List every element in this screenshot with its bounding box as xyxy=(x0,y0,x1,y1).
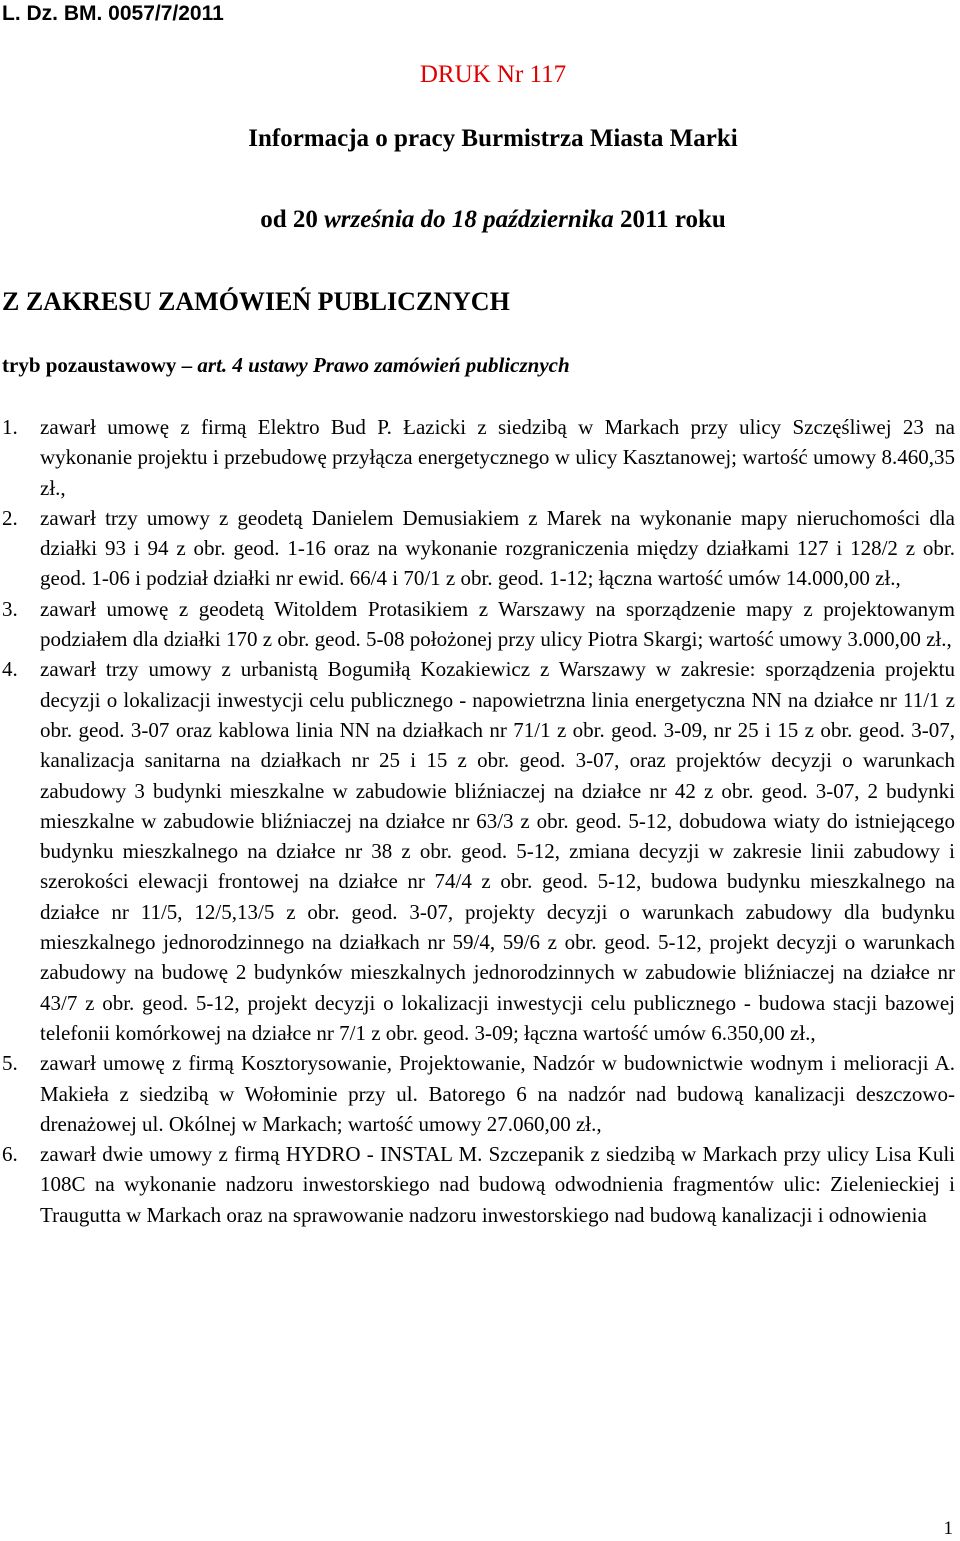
item-text: zawarł umowę z firmą Elektro Bud P. Łazicki z siedzibą w Markach przy ulicy Szczęśliwej 23 na wykonanie projektu i przebudowę przyłącza energetycznego w ulicy Kasztanowej; wartość umowy 8.460,35 zł., xyxy=(40,415,955,500)
list-item xyxy=(0,503,955,594)
list-item xyxy=(0,412,955,503)
procedure-mode-italic: art. 4 ustawy Prawo zamówień publicznych xyxy=(197,353,570,377)
list-item xyxy=(0,1139,955,1230)
item-number: 4. xyxy=(2,657,18,682)
contracts-list xyxy=(0,412,955,1230)
item-text: zawarł umowę z firmą Kosztorysowanie, Projektowanie, Nadzór w budownictwie wodnym i melioracji A. Makieła z siedzibą w Wołominie przy ul. Batorego 6 na nadzór nad budową kanalizacji deszczowo-drenażowej ul. Okólnej w Markach; wartość umowy 27.060,00 zł., xyxy=(40,1051,955,1136)
date-range-suffix: 2011 roku xyxy=(613,206,726,233)
procedure-mode-prefix: tryb pozaustawowy – xyxy=(2,353,198,377)
procedure-mode xyxy=(2,350,570,380)
list-item xyxy=(0,1048,955,1139)
date-range-title xyxy=(0,203,960,237)
item-number: 5. xyxy=(2,1051,18,1076)
item-number: 2. xyxy=(2,505,18,530)
list-item xyxy=(0,654,955,1048)
druk-number: DRUK Nr 117 xyxy=(419,61,567,88)
item-text: zawarł trzy umowy z urbanistą Bogumiłą Kozakiewicz z Warszawy w zakresie: sporządzenia projektu decyzji o lokalizacji inwestycji celu publicznego - napowietrzna linia energetyczna NN na działce nr 11/1 z obr. geod. 3-07 oraz kablowa linia NN na działkach nr 71/1 z obr. geod. 3-09, nr 25 i 15 z obr. geod. 3-07, kanalizacja sanitarna na działkach nr 25 i 15 z obr. geod. 3-07, oraz projektów decyzji o warunkach zabudowy 3 budynki mieszkalne w zabudowie bliźniaczej na działce nr 42 z obr. geod. 3-07, 2 budynki mieszkalne w zabudowie bliźniaczej na działce nr 63/3 z obr. geod. 5-12, dobudowa wiaty do istniejącego budynku mieszkalnego na działce nr 38 z obr. geod. 5-12, zmiana decyzji w zakresie linii zabudowy i szerokości elewacji frontowej na działce nr 74/4 z obr. geod. 5-12, budowa budynku mieszkalnego na działce nr 11/5, 12/5,13/5 z obr. geod. 3-07, projekty decyzji o warunkach zabudowy dla budynku mieszkalnego jednorodzinnego na działkach nr 59/4, 59/6 z obr. geod. 5-12, projekt decyzji o warunkach zabudowy na budowę 2 budynków mieszkalnych jednorodzinnych w zabudowie bliźniaczej na działce nr 43/7 z obr. geod. 5-12, projekt decyzji o lokalizacji inwestycji celu publicznego - budowa stacji bazowej telefonii komórkowej na działce nr 7/1 z obr. geod. 3-09; łączna wartość umów 6.350,00 zł., xyxy=(40,657,955,1045)
date-range-italic: września do 18 października xyxy=(324,206,614,233)
item-number: 3. xyxy=(2,596,18,621)
item-text: zawarł umowę z geodetą Witoldem Protasikiem z Warszawy na sporządzenie mapy z projektowanym podziałem dla działki 170 z obr. geod. 5-08 położonej przy ulicy Piotra Skargi; wartość umowy 3.000,00 zł., xyxy=(40,596,955,652)
item-text: zawarł trzy umowy z geodetą Danielem Demusiakiem z Marek na wykonanie mapy nieruchomości dla działki 93 i 94 z obr. geod. 1-16 oraz na wykonanie rozgraniczenia między działkami 127 i 128/2 z obr. geod. 1-06 i podział działki nr ewid. 66/4 i 70/1 z obr. geod. 1-12; łączna wartość umów 14.000,00 zł., xyxy=(40,505,955,591)
document-title: Informacja o pracy Burmistrza Miasta Marki xyxy=(248,125,738,152)
page-number: 1 xyxy=(943,1518,953,1539)
date-range-prefix: od 20 xyxy=(260,206,325,233)
document-reference: L. Dz. BM. 0057/7/2011 xyxy=(2,2,224,25)
item-number: 1. xyxy=(2,415,18,439)
section-heading: Z ZAKRESU ZAMÓWIEŃ PUBLICZNYCH xyxy=(2,287,510,316)
list-item xyxy=(0,594,955,655)
item-number: 6. xyxy=(2,1142,18,1167)
item-text: zawarł dwie umowy z firmą HYDRO - INSTAL M. Szczepanik z siedzibą w Markach przy ulicy Lisa Kuli 108C na wykonanie nadzoru inwestorskiego nad budową odwodnienia fragmentów ulic: Zielenieckiej i Traugutta w Markach oraz na sprawowanie nadzoru inwestorskiego nad budową kanalizacji i odnowienia xyxy=(40,1142,955,1227)
